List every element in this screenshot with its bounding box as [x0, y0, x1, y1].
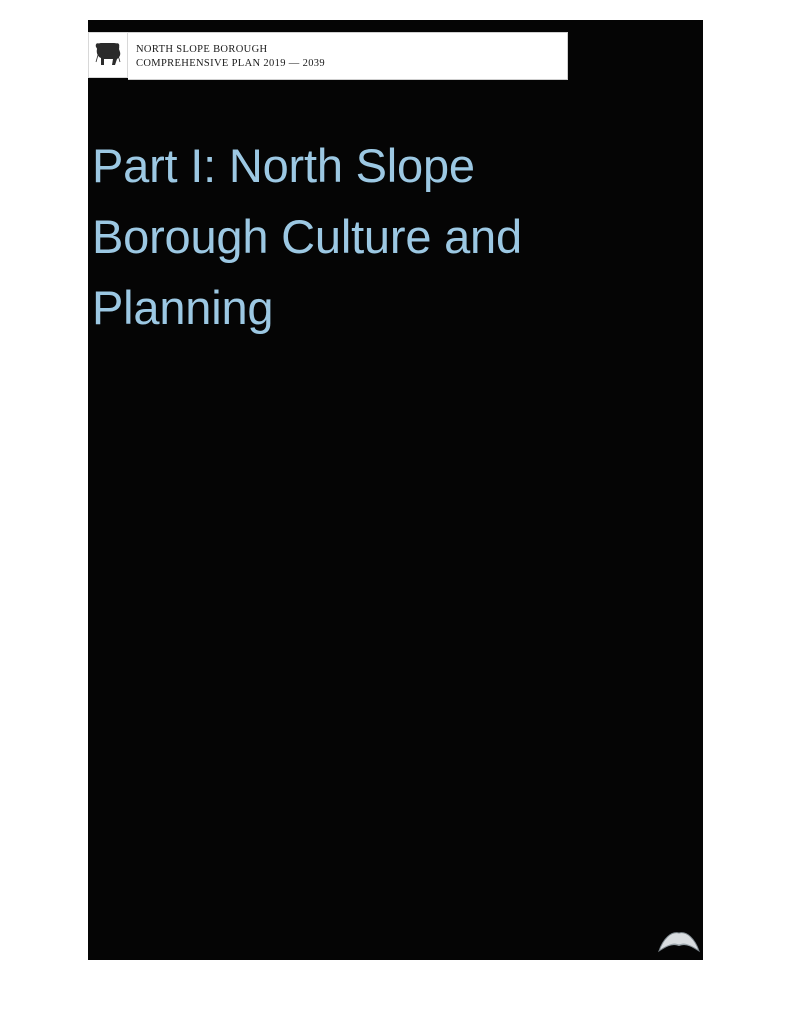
header-plan-subtitle: COMPREHENSIVE PLAN 2019 — 2039: [136, 57, 326, 69]
page-title: Part I: North Slope Borough Culture and Planning: [92, 139, 522, 334]
header-organization: NORTH SLOPE BOROUGH: [136, 43, 268, 55]
page-header: [88, 32, 568, 80]
whale-tail-icon: [655, 925, 703, 959]
page-bottom-margin: [0, 960, 791, 1024]
header-title-box: [128, 32, 568, 80]
musk-ox-logo-icon: [88, 32, 128, 78]
